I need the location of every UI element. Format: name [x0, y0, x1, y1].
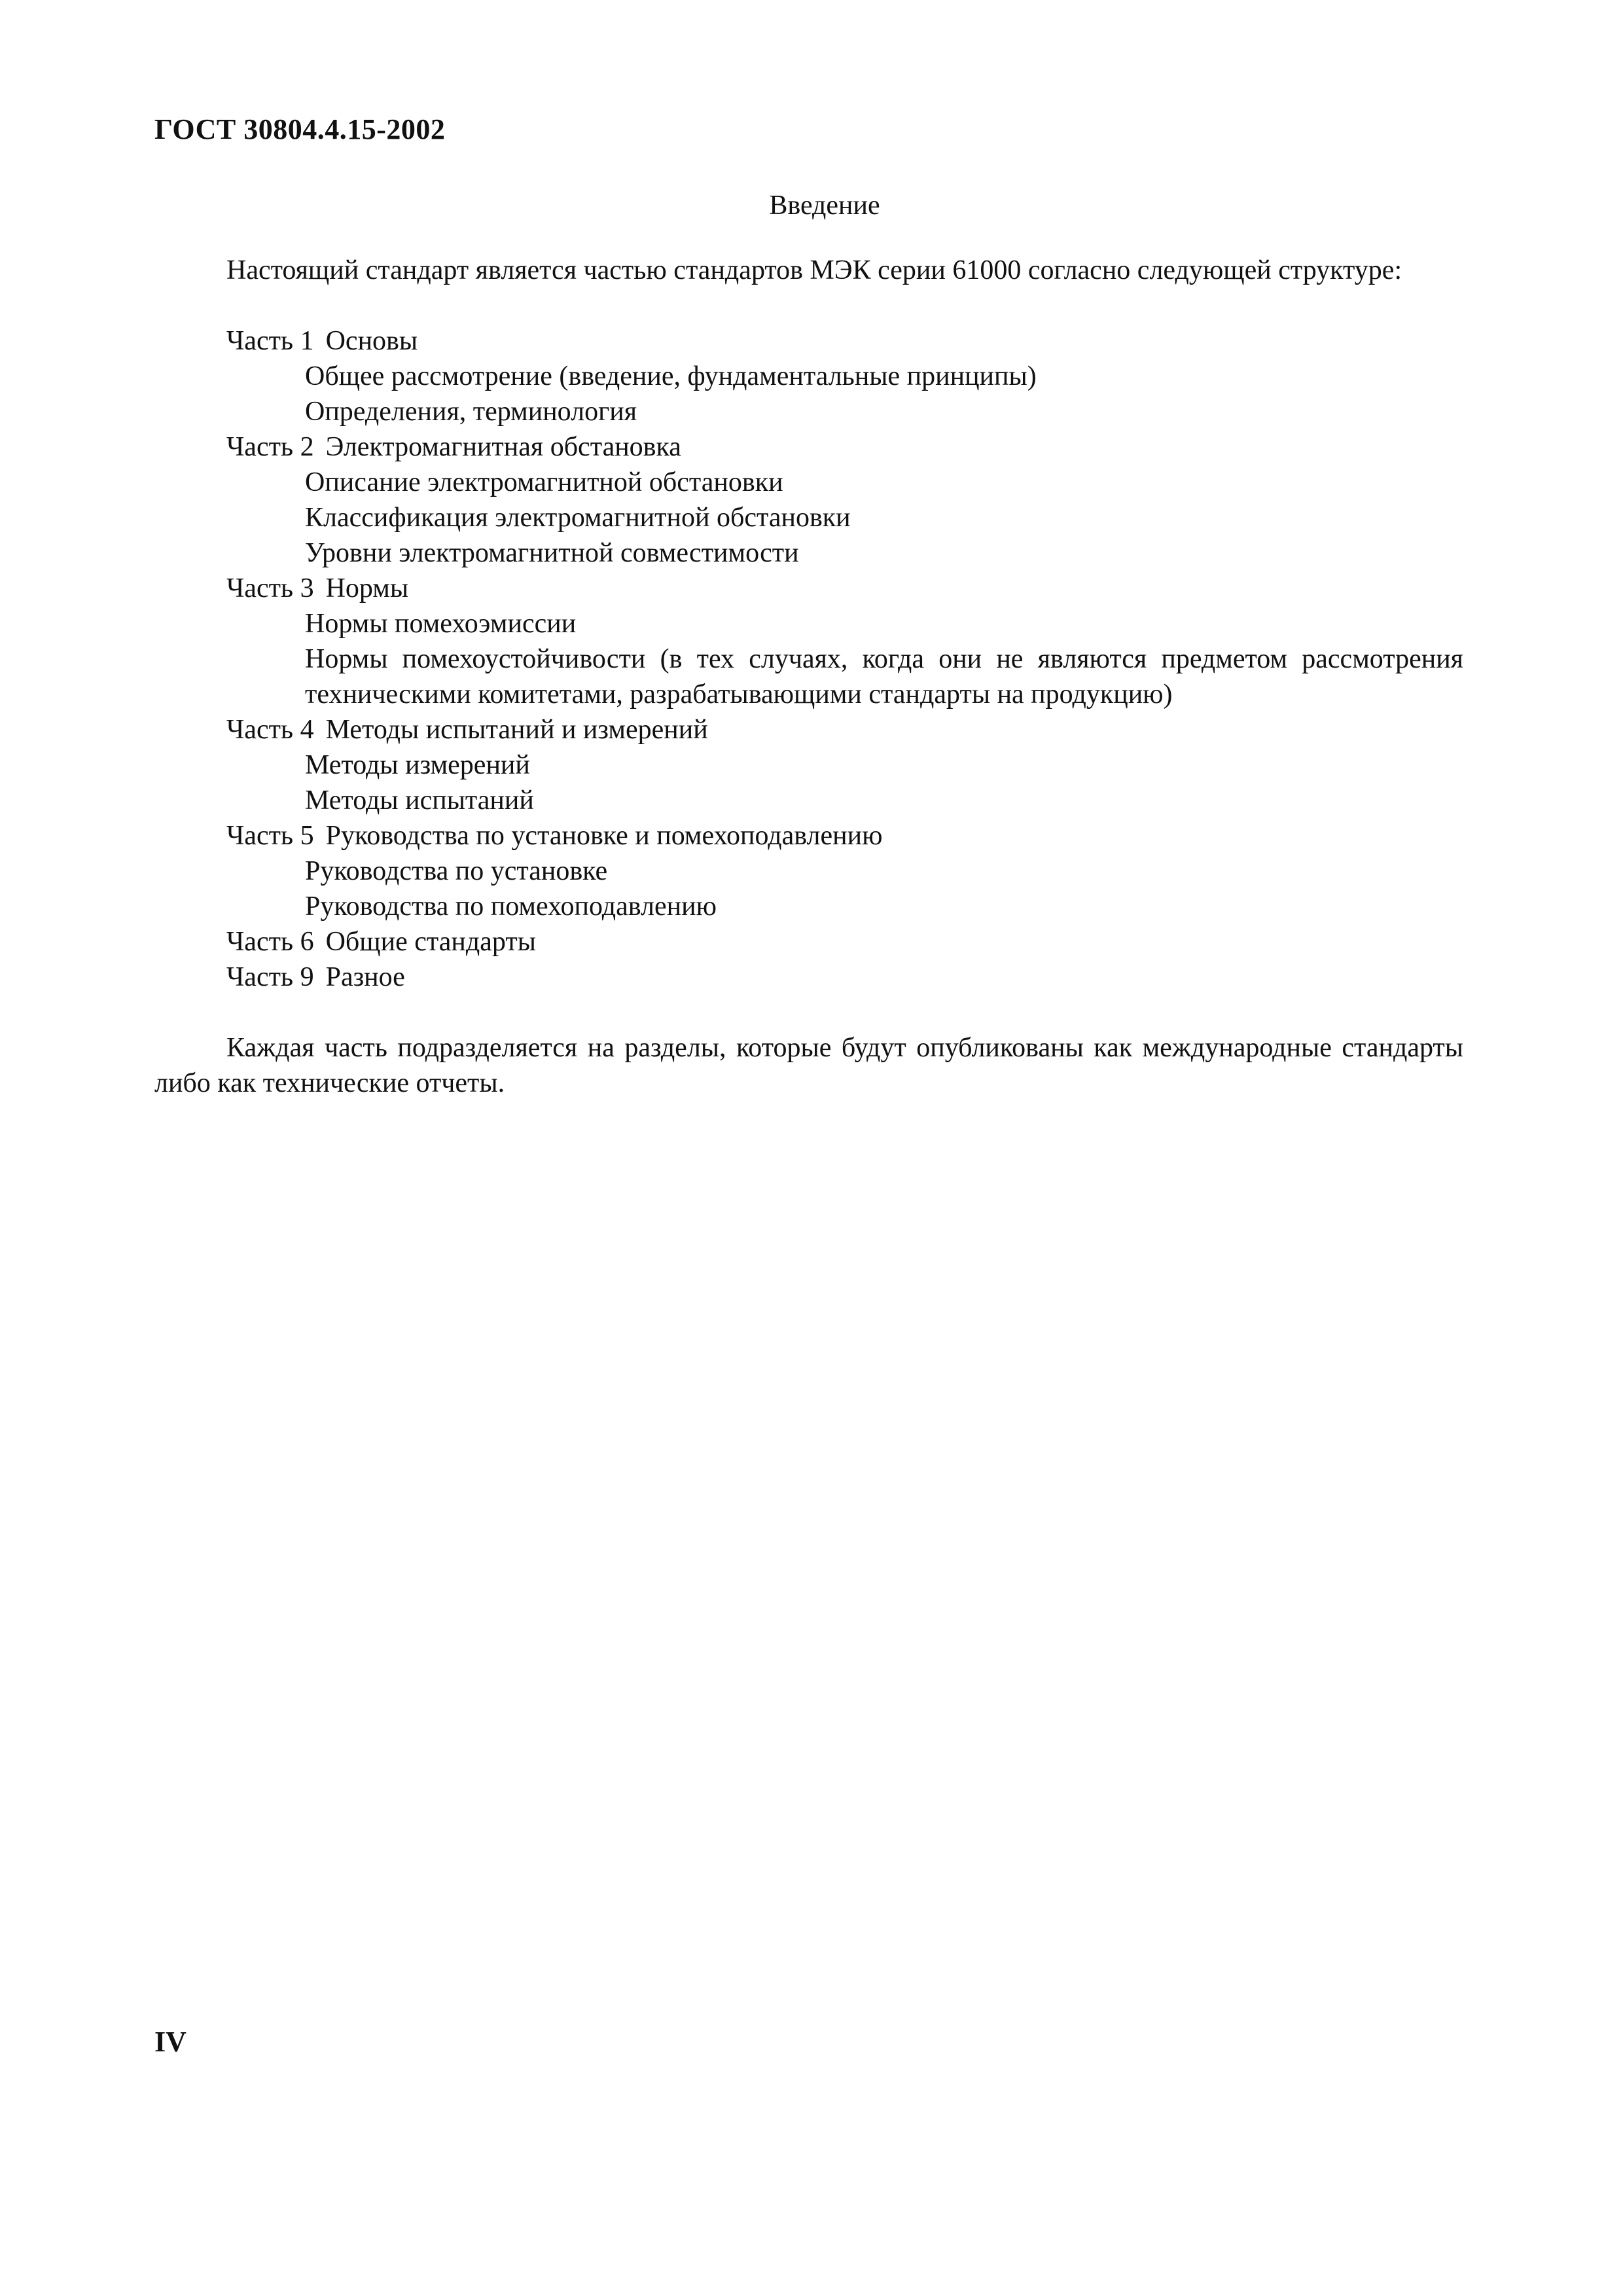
part-label: Часть 2 [226, 432, 314, 462]
part-label: Часть 1 [226, 326, 314, 356]
part-title: Разное [325, 962, 405, 992]
part-title: Электромагнитная обстановка [325, 432, 681, 462]
part-item: Описание электромагнитной обстановки [305, 467, 783, 497]
section-title: Введение [769, 190, 880, 221]
part-item: Руководства по установке [305, 856, 608, 886]
part-label: Часть 5 [226, 821, 314, 851]
part-item: Нормы помехоэмиссии [305, 609, 577, 639]
part-label: Часть 3 [226, 573, 314, 603]
structure-list [154, 323, 1463, 995]
part-title: Основы [325, 326, 418, 356]
part-item: Общее рассмотрение (введение, фундаментальные принципы) [305, 361, 1037, 391]
part-label: Часть 4 [226, 715, 314, 745]
part-item: Уровни электромагнитной совместимости [305, 538, 799, 568]
part-heading [154, 818, 1463, 853]
part-title: Общие стандарты [325, 927, 536, 957]
document-code: ГОСТ 30804.4.15-2002 [154, 113, 446, 145]
page-number: IV [154, 2026, 187, 2058]
closing-paragraph [154, 1030, 1463, 1101]
part-label: Часть 6 [226, 927, 314, 957]
part-item: Нормы помехоустойчивости (в тех случаях, когда они не являются предметом рассмотрения техническими комитетами, разрабатывающими стандарты на продукцию) [305, 644, 1463, 709]
part-item: Классификация электромагнитной обстановки [305, 503, 851, 533]
intro-paragraph [154, 253, 1463, 288]
part-heading [154, 960, 1463, 995]
part-heading [154, 924, 1463, 960]
part-item: Руководства по помехоподавлению [305, 891, 717, 922]
part-heading [154, 571, 1463, 606]
part-item: Методы измерений [305, 750, 530, 780]
part-heading [154, 429, 1463, 465]
part-title: Нормы [325, 573, 409, 603]
part-title: Методы испытаний и измерений [325, 715, 708, 745]
closing-paragraph-text: Каждая часть подразделяется на разделы, которые будут опубликованы как международные стандарты либо как технические отчеты. [154, 1033, 1463, 1098]
part-item: Определения, терминология [305, 397, 637, 427]
part-title: Руководства по установке и помехоподавлению [325, 821, 883, 851]
part-heading [154, 323, 1463, 359]
part-heading [154, 712, 1463, 747]
intro-paragraph-text: Настоящий стандарт является частью стандартов МЭК серии 61000 согласно следующей структуре: [226, 255, 1402, 285]
part-label: Часть 9 [226, 962, 314, 992]
part-item: Методы испытаний [305, 785, 534, 816]
